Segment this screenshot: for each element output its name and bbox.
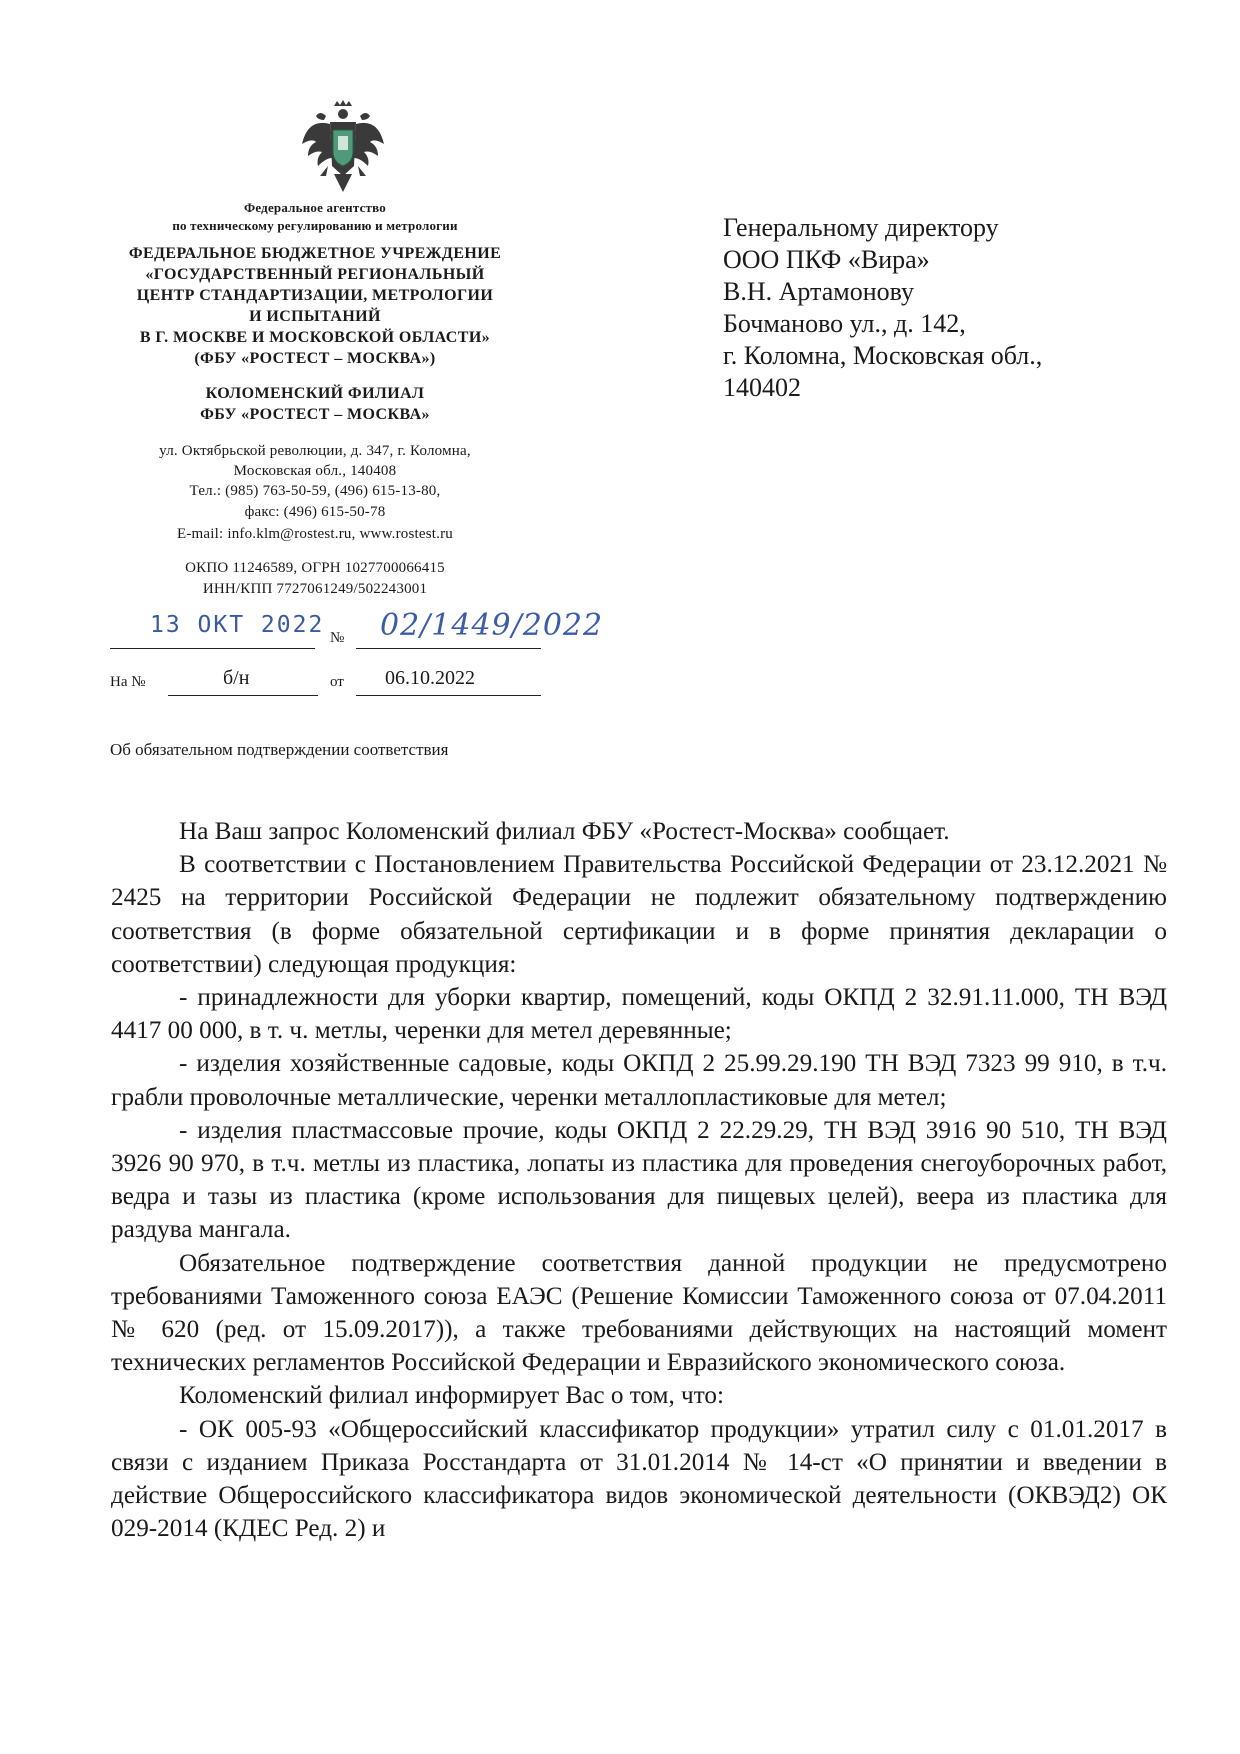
reference-number-value: б/н xyxy=(223,667,250,689)
org-name-line-3: ЦЕНТР СТАНДАРТИЗАЦИИ, МЕТРОЛОГИИ xyxy=(136,287,494,304)
addressee-postcode: 140402 xyxy=(723,373,801,402)
body-paragraph: В соответствии с Постановлением Правительства Российской Федерации от 23.12.2021 № 2425 на территории Российской Федерации не подлежит обязательному подтверждению соответствия (в форме обязательной сертификации и в форме принятия декларации о соответствии) следующая продукция: xyxy=(111,851,1167,978)
addressee-block xyxy=(723,212,1042,404)
body-list-item: - принадлежности для уборки квартир, помещений, коды ОКПД 2 32.91.11.000, ТН ВЭД 4417 00 000, в т. ч. метлы, черенки для метел деревянные; xyxy=(111,984,1167,1045)
addressee-street: Бочманово ул., д. 142, xyxy=(723,309,966,338)
org-name-line-1: ФЕДЕРАЛЬНОЕ БЮДЖЕТНОЕ УЧРЕЖДЕНИЕ xyxy=(128,245,502,262)
addressee-company: ООО ПКФ «Вира» xyxy=(723,245,930,274)
address-line-1: ул. Октябрьской революции, д. 347, г. Коломна, xyxy=(159,443,471,459)
address-line-2: Московская обл., 140408 xyxy=(233,463,397,479)
okpo-ogrn-line: ОКПО 11246589, ОГРН 1027700066415 xyxy=(185,560,445,576)
email-web-line: E-mail: info.klm@rostest.ru, www.rostest.ru xyxy=(177,526,453,542)
emblem-eagle-icon xyxy=(300,100,386,196)
agency-name-line-1: Федеральное агентство xyxy=(244,200,386,215)
date-stamp: 13 ОКТ 2022 xyxy=(150,612,325,638)
reference-underline xyxy=(168,695,318,696)
agency-name-line-2: по техническому регулированию и метрологии xyxy=(172,218,458,233)
org-name-line-2: «ГОСУДАРСТВЕННЫЙ РЕГИОНАЛЬНЫЙ xyxy=(145,266,485,283)
body-paragraph: На Ваш запрос Коломенский филиал ФБУ «Ростест-Москва» сообщает. xyxy=(179,818,950,845)
letter-subject: Об обязательном подтверждении соответствия xyxy=(110,740,449,759)
body-list-item: - изделия хозяйственные садовые, коды ОКПД 2 25.99.29.190 ТН ВЭД 7323 99 910, в т.ч. грабли проволочные металлические, черенки металлопластиковые для метел; xyxy=(111,1050,1167,1111)
reference-number-label: На № xyxy=(110,674,146,690)
org-name-line-4: И ИСПЫТАНИЙ xyxy=(249,308,381,325)
letter-body xyxy=(111,815,1167,1545)
addressee-position: Генеральному директору xyxy=(723,213,999,242)
addressee-person: В.Н. Артамонову xyxy=(723,277,915,306)
fax-line: факс: (496) 615-50-78 xyxy=(244,504,386,520)
outgoing-number-handwritten: 02/1449/2022 xyxy=(380,608,604,643)
outgoing-number-label: № xyxy=(330,630,345,646)
phone-line: Тел.: (985) 763-50-59, (496) 615-13-80, xyxy=(189,483,441,499)
reference-date-label: от xyxy=(330,674,344,690)
org-name-line-5: В Г. МОСКВЕ И МОСКОВСКОЙ ОБЛАСТИ» xyxy=(139,329,491,346)
addressee-city: г. Коломна, Московская обл., xyxy=(723,341,1043,370)
branch-name-line-2: ФБУ «РОСТЕСТ – МОСКВА» xyxy=(200,406,430,423)
body-paragraph: Коломенский филиал информирует Вас о том, что: xyxy=(179,1382,724,1410)
body-paragraph: Обязательное подтверждение соответствия данной продукции не предусмотрено требованиями Таможенного союза ЕАЭС (Решение Комиссии Таможенного союза от 07.04.2011 № 620 (ред. от 15.09.2017)), а также требованиями действующих на настоящий момент технических регламентов Российской Федерации и Евразийского экономического союза. xyxy=(111,1249,1167,1377)
branch-name-line-1: КОЛОМЕНСКИЙ ФИЛИАЛ xyxy=(205,385,425,402)
reference-date-underline xyxy=(356,695,541,696)
inn-kpp-line: ИНН/КПП 7727061249/502243001 xyxy=(202,581,428,597)
body-list-item: - ОК 005-93 «Общероссийский классификатор продукции» утратил силу с 01.01.2017 в связи с изданием Приказа Росстандарта от 31.01.2014 № 14-ст «О принятии и введении в действие Общероссийского классификатора видов экономической деятельности (ОКВЭД2) ОК 029-2014 (КДЕС Ред. 2) и xyxy=(111,1415,1167,1543)
reference-date-value: 06.10.2022 xyxy=(385,667,475,689)
body-list-item: - изделия пластмассовые прочие, коды ОКПД 2 22.29.29, ТН ВЭД 3916 90 510, ТН ВЭД 3926 90 970, в т.ч. метлы из пластика, лопаты из пластика для проведения снегоуборочных работ, ведра и тазы из пластика (кроме использования для пищевых целей), веера из пластика для раздува мангала. xyxy=(111,1116,1167,1244)
date-underline xyxy=(110,648,315,649)
number-underline xyxy=(356,648,541,649)
org-name-line-6: (ФБУ «РОСТЕСТ – МОСКВА») xyxy=(194,350,436,367)
